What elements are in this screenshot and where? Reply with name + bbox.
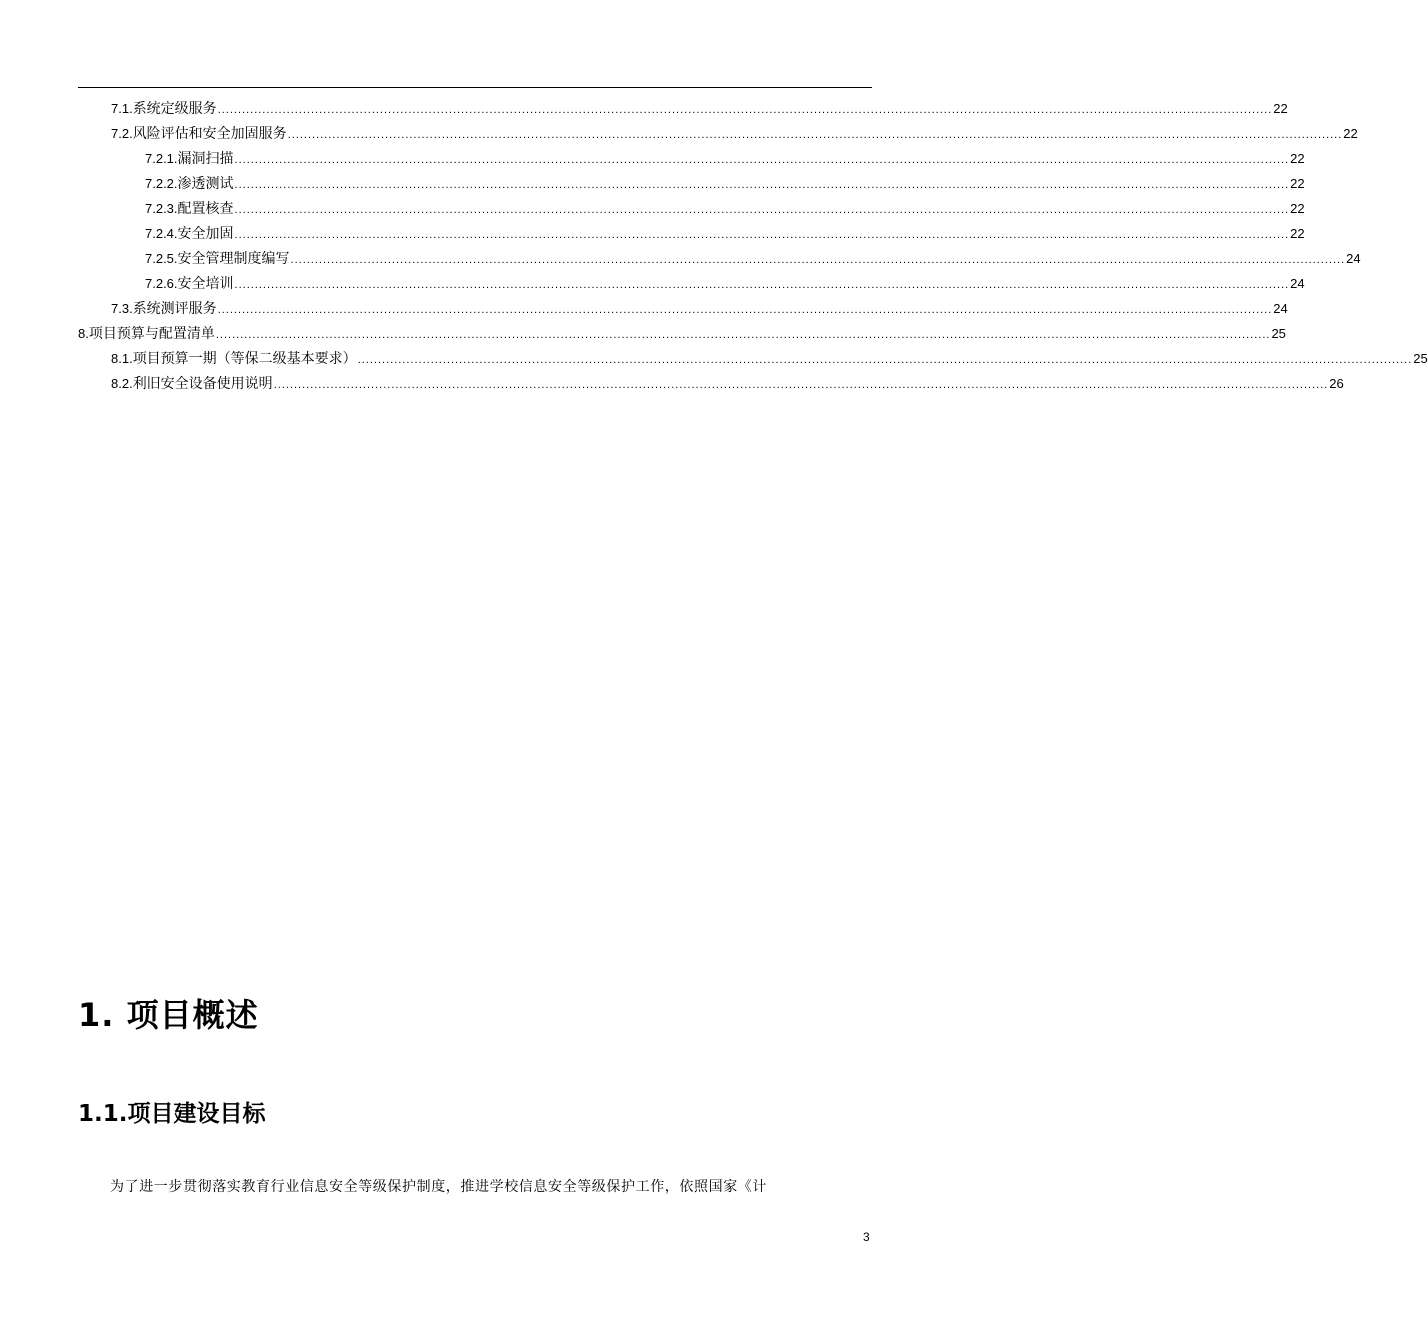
toc-entry[interactable] — [78, 96, 1288, 121]
heading-2: 1.1.项目建设目标 — [78, 1101, 266, 1127]
toc-number: 7.1. — [111, 101, 133, 116]
toc-entry[interactable] — [78, 221, 1305, 246]
toc-dot-leader: .................................................................................................................................................................................................................................................................... — [234, 204, 1290, 216]
toc-entry[interactable] — [78, 196, 1305, 221]
toc-entry[interactable] — [78, 321, 1286, 346]
toc-number: 7.2.2. — [145, 176, 178, 191]
toc-number: 8. — [78, 326, 89, 341]
toc-title: 风险评估和安全加固服务 — [132, 126, 287, 142]
toc-page-number: 24 — [1290, 276, 1305, 291]
toc-number: 7.2. — [111, 126, 133, 141]
table-of-contents — [78, 96, 1428, 396]
toc-number: 7.2.6. — [145, 276, 178, 291]
toc-entry[interactable] — [78, 371, 1344, 396]
toc-title: 漏洞扫描 — [177, 151, 234, 167]
toc-dot-leader: .................................................................................................................................................................................................................................................................... — [234, 279, 1290, 291]
toc-page-number: 22 — [1290, 151, 1305, 166]
toc-title: 系统测评服务 — [132, 301, 217, 317]
toc-page-number: 22 — [1290, 201, 1305, 216]
toc-number: 7.2.5. — [145, 251, 178, 266]
toc-title: 配置核查 — [177, 201, 234, 217]
toc-title: 利旧安全设备使用说明 — [132, 376, 273, 392]
toc-page-number: 26 — [1329, 376, 1344, 391]
toc-dot-leader: .................................................................................................................................................................................................................................................................... — [217, 104, 1273, 116]
body-paragraph: 为了进一步贯彻落实教育行业信息安全等级保护制度，推进学校信息安全等级保护工作，依照国家《计 — [110, 1179, 767, 1195]
toc-page-number: 22 — [1290, 226, 1305, 241]
toc-page-number: 25 — [1413, 351, 1428, 366]
toc-number: 7.2.4. — [145, 226, 178, 241]
toc-number: 7.2.1. — [145, 151, 178, 166]
toc-dot-leader: .................................................................................................................................................................................................................................................................... — [357, 354, 1413, 366]
toc-title: 系统定级服务 — [132, 101, 217, 117]
toc-dot-leader: .................................................................................................................................................................................................................................................................... — [234, 229, 1290, 241]
toc-title: 渗透测试 — [177, 176, 234, 192]
toc-dot-leader: .................................................................................................................................................................................................................................................................... — [234, 154, 1290, 166]
toc-entry[interactable] — [78, 346, 1428, 371]
toc-number: 7.2.3. — [145, 201, 178, 216]
toc-page-number: 24 — [1273, 301, 1288, 316]
toc-page-number: 22 — [1290, 176, 1305, 191]
toc-title: 项目预算与配置清单 — [88, 326, 215, 342]
toc-page-number: 24 — [1346, 251, 1361, 266]
toc-dot-leader: .................................................................................................................................................................................................................................................................... — [215, 329, 1271, 341]
toc-page-number: 22 — [1343, 126, 1358, 141]
toc-title: 安全管理制度编写 — [177, 251, 290, 267]
header-rule — [78, 87, 872, 88]
heading-1: 1. 项目概述 — [78, 996, 259, 1034]
toc-dot-leader: .................................................................................................................................................................................................................................................................... — [234, 179, 1290, 191]
page-number: 3 — [863, 1230, 870, 1244]
toc-entry[interactable] — [78, 296, 1288, 321]
toc-number: 7.3. — [111, 301, 133, 316]
toc-title: 安全加固 — [177, 226, 234, 242]
toc-entry[interactable] — [78, 121, 1358, 146]
toc-page-number: 25 — [1271, 326, 1286, 341]
toc-number: 8.1. — [111, 351, 133, 366]
toc-entry[interactable] — [78, 146, 1305, 171]
toc-entry[interactable] — [78, 171, 1305, 196]
toc-number: 8.2. — [111, 376, 133, 391]
toc-dot-leader: .................................................................................................................................................................................................................................................................... — [290, 254, 1346, 266]
toc-dot-leader: .................................................................................................................................................................................................................................................................... — [273, 379, 1329, 391]
toc-page-number: 22 — [1273, 101, 1288, 116]
toc-dot-leader: .................................................................................................................................................................................................................................................................... — [217, 304, 1273, 316]
toc-title: 项目预算一期（等保二级基本要求） — [132, 351, 357, 367]
toc-entry[interactable] — [78, 271, 1305, 296]
toc-dot-leader: .................................................................................................................................................................................................................................................................... — [287, 129, 1343, 141]
toc-title: 安全培训 — [177, 276, 234, 292]
toc-entry[interactable] — [78, 246, 1361, 271]
